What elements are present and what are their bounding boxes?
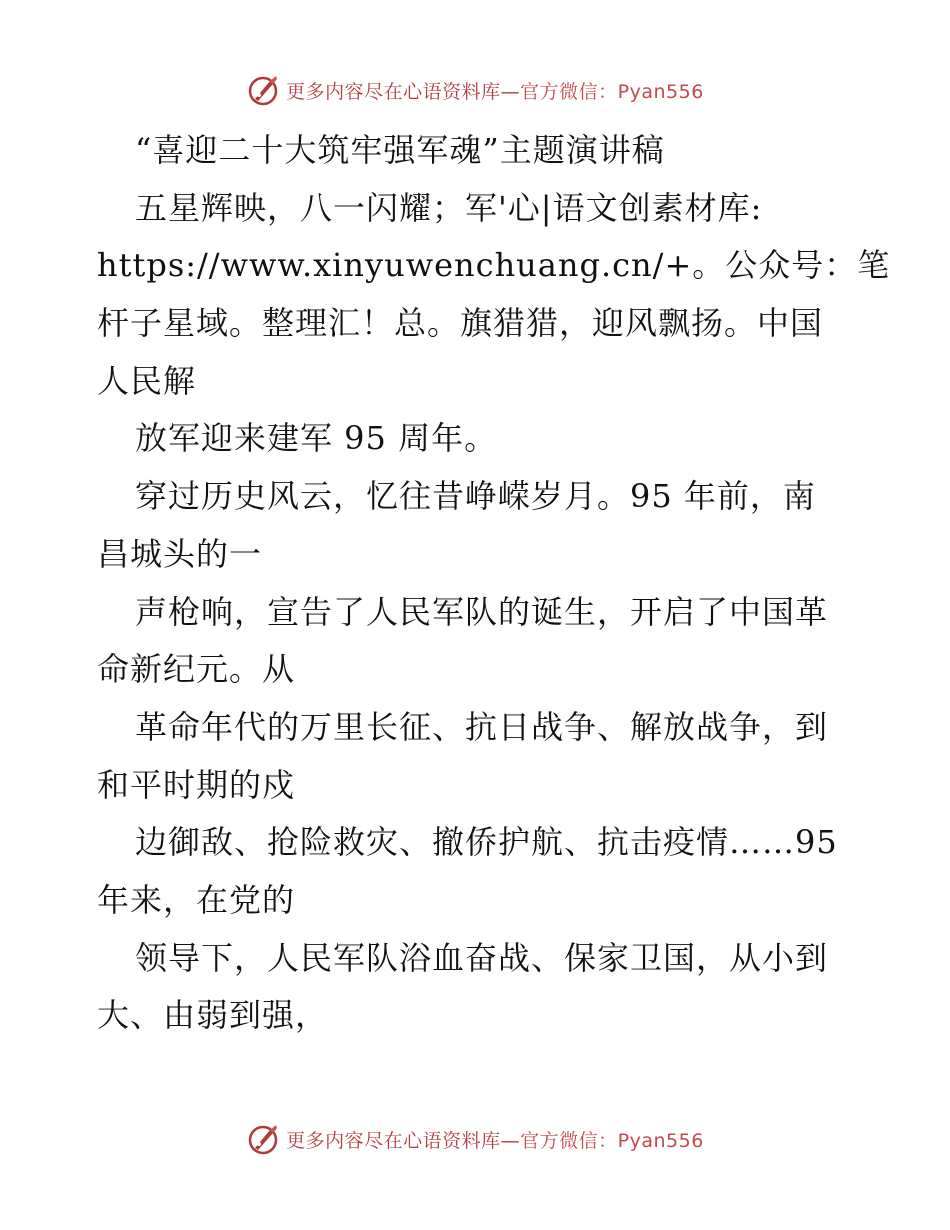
footer-watermark-banner — [0, 1119, 950, 1159]
watermark-text — [286, 77, 704, 104]
paragraph-line: 杆子星域。整理汇！总。旗猎猎，迎风飘扬。中国 — [97, 304, 824, 343]
paragraph-line: 命新纪元。从 — [97, 650, 296, 689]
header-watermark — [246, 73, 704, 107]
paragraph-line: 边御敌、抢险救灾、撤侨护航、抗击疫情……95 — [135, 823, 838, 862]
document-body — [97, 122, 891, 1045]
quill-pen-logo-icon — [246, 1122, 280, 1156]
watermark-site-text: 更多内容尽在心语资料库— — [286, 80, 521, 103]
header-watermark-banner — [0, 70, 950, 110]
footer-watermark — [246, 1122, 704, 1156]
watermark-wechat-text: 官方微信：Pyan556 — [520, 1129, 704, 1152]
paragraph-line: 穿过历史风云，忆往昔峥嵘岁月。95 年前，南 — [135, 477, 816, 516]
watermark-text — [286, 1126, 704, 1153]
paragraph-line: 领导下，人民军队浴血奋战、保家卫国，从小到 — [135, 938, 829, 977]
paragraph-line: 和平时期的戍 — [97, 765, 296, 804]
paragraph-line: 革命年代的万里长征、抗日战争、解放战争，到 — [135, 707, 829, 746]
watermark-wechat-text: 官方微信：Pyan556 — [520, 80, 704, 103]
watermark-site-text: 更多内容尽在心语资料库— — [286, 1129, 521, 1152]
paragraph-line: 五星辉映，八一闪耀；军'心|语文创素材库: — [135, 188, 763, 227]
quill-pen-logo-icon — [246, 73, 280, 107]
paragraph-line: 放军迎来建军 95 周年。 — [135, 419, 498, 458]
document-title: “喜迎二十大筑牢强军魂”主题演讲稿 — [135, 131, 665, 169]
paragraph-line: https://www.xinyuwenchuang.cn/+。公众号：笔 — [97, 246, 891, 285]
paragraph-line: 昌城头的一 — [97, 534, 263, 573]
paragraph-line: 年来，在党的 — [97, 880, 296, 919]
paragraph-line: 大、由弱到强， — [97, 996, 329, 1035]
paragraph-line: 人民解 — [97, 361, 197, 400]
paragraph-line: 声枪响，宣告了人民军队的诞生，开启了中国革 — [135, 592, 829, 631]
